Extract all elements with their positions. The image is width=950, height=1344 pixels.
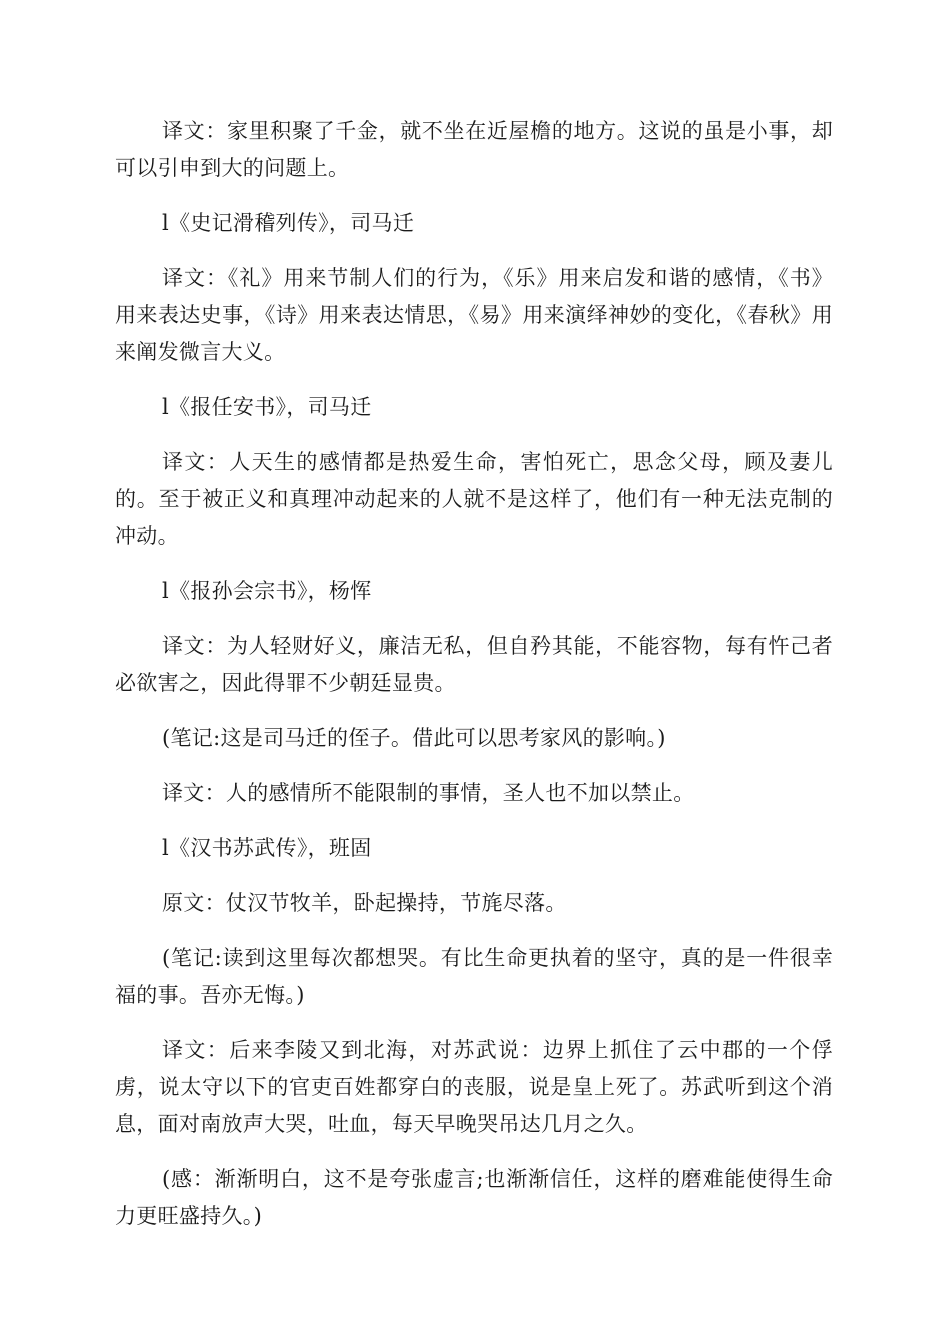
source-heading: l《报任安书》，司马迁: [162, 395, 372, 419]
document-page: [115, 113, 833, 1253]
note-paragraph: (笔记:读到这里每次都想哭。有比生命更执着的坚守，真的是一件很幸福的事。吾亦无悔。): [115, 946, 833, 1007]
source-heading: l《史记滑稽列传》，司马迁: [162, 211, 415, 235]
note-paragraph: (笔记:这是司马迁的侄子。借此可以思考家风的影响。): [162, 726, 666, 750]
translation-paragraph: 译文：人的感情所不能限制的事情，圣人也不加以禁止。: [162, 781, 695, 805]
translation-paragraph: 译文：人天生的感情都是热爱生命，害怕死亡，思念父母，顾及妻儿的。至于被正义和真理冲动起来的人就不是这样了，他们有一种无法克制的冲动。: [115, 450, 833, 548]
translation-paragraph: 译文：《礼》用来节制人们的行为，《乐》用来启发和谐的感情，《书》用来表达史事，《诗》用来表达情思，《易》用来演绎神妙的变化，《春秋》用来阐发微言大义。: [115, 266, 833, 364]
note-paragraph: (感：渐渐明白，这不是夸张虚言;也渐渐信任，这样的磨难能使得生命力更旺盛持久。): [115, 1167, 833, 1228]
source-heading: l《报孙会宗书》，杨恽: [162, 579, 372, 603]
translation-paragraph: 译文：后来李陵又到北海，对苏武说：边界上抓住了云中郡的一个俘虏，说太守以下的官吏百姓都穿白的丧服，说是皇上死了。苏武听到这个消息，面对南放声大哭，吐血，每天早晚哭吊达几月之久。: [115, 1038, 833, 1136]
source-heading: l《汉书苏武传》，班固: [162, 836, 372, 860]
translation-paragraph: 译文：为人轻财好义，廉洁无私，但自矜其能，不能容物，每有忤己者必欲害之，因此得罪不少朝廷显贵。: [115, 634, 833, 695]
translation-paragraph: 译文：家里积聚了千金，就不坐在近屋檐的地方。这说的虽是小事，却可以引申到大的问题上。: [115, 119, 833, 180]
original-text-paragraph: 原文：仗汉节牧羊，卧起操持，节旄尽落。: [162, 891, 567, 915]
